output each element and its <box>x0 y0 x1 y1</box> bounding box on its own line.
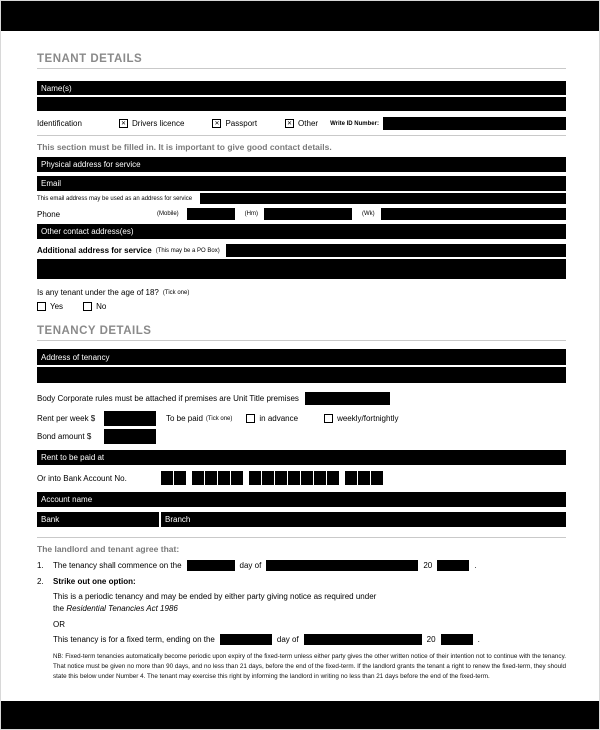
phone-label: Phone <box>37 209 61 219</box>
fixed-text: This tenancy is for a fixed term, ending on the <box>53 635 215 644</box>
no-checkbox[interactable] <box>83 302 92 311</box>
account-number-group <box>345 471 383 485</box>
commence-month-field[interactable] <box>266 560 418 571</box>
address-of-tenancy-field-line2[interactable] <box>37 367 566 383</box>
account-digit-box[interactable] <box>301 471 313 485</box>
commence-year-field[interactable] <box>437 560 469 571</box>
rent-tick-one: (Tick one) <box>205 415 233 422</box>
weekly-fortnightly-checkbox[interactable] <box>324 414 333 423</box>
additional-address-label: Additional address for service <box>37 246 152 255</box>
email-label: Email <box>41 179 62 188</box>
physical-address-field[interactable] <box>37 157 566 172</box>
agreement-divider <box>37 537 566 538</box>
account-digit-box[interactable] <box>358 471 370 485</box>
account-digit-box[interactable] <box>205 471 217 485</box>
agreement-item-1 <box>37 560 566 571</box>
item1-text: The tenancy shall commence on the <box>53 561 182 570</box>
bank-account-boxes <box>161 471 383 485</box>
nb-note: NB: Fixed-term tenancies automatically become periodic upon expiry of the fixed-term unless either party gives the other written notice of their intention not to continue with the tenancy. That notice must be given no more than 90 days, and no less than 21 days, before the end of the fixed-term. If the landlord grants the tenant a right to renew the fixed-term, they should state this below under Number 4. The tenant may exercise this right by informing the landlord in writing no less than 21 days before the end of the fixed-term. <box>53 653 566 680</box>
account-digit-box[interactable] <box>345 471 357 485</box>
bond-row <box>37 429 566 444</box>
physical-address-label: Physical address for service <box>41 160 141 169</box>
rent-per-week-label: Rent per week $ <box>37 414 96 423</box>
bank-account-row <box>37 471 566 485</box>
bond-amount-label: Bond amount $ <box>37 432 92 441</box>
other-id-checkbox[interactable] <box>285 119 294 128</box>
phone-home-label: (Hm) <box>244 211 258 217</box>
drivers-licence-label: Drivers licence <box>132 119 185 128</box>
account-digit-box[interactable] <box>288 471 300 485</box>
periodic-text-2: the <box>53 604 65 613</box>
item2-title: Strike out one option: <box>53 577 136 586</box>
tenant-details-heading: TENANT DETAILS <box>37 53 566 69</box>
additional-address-field[interactable] <box>226 244 566 257</box>
branch-label: Branch <box>165 515 191 524</box>
account-digit-box[interactable] <box>371 471 383 485</box>
yes-label: Yes <box>50 302 64 311</box>
names-field-line2[interactable] <box>37 97 566 111</box>
rent-to-be-paid-at-label: Rent to be paid at <box>41 453 105 462</box>
weekly-fortnightly-label: weekly/fortnightly <box>337 414 399 423</box>
account-digit-box[interactable] <box>327 471 339 485</box>
fixed-term-row <box>53 634 566 645</box>
address-of-tenancy-field[interactable] <box>37 349 566 365</box>
other-contact-field[interactable] <box>37 224 566 239</box>
account-number-group <box>192 471 243 485</box>
rent-row <box>37 411 566 426</box>
account-name-field[interactable] <box>37 492 566 507</box>
other-contact-label: Other contact address(es) <box>41 227 134 236</box>
under18-options-row <box>37 302 566 311</box>
passport-checkbox[interactable] <box>212 119 221 128</box>
section-note: This section must be filled in. It is important to give good contact details. <box>37 142 332 152</box>
passport-label: Passport <box>225 119 258 128</box>
item2-number: 2. <box>37 577 44 586</box>
checkbox-x-icon: ✕ <box>120 120 127 127</box>
email-extra-field[interactable] <box>200 193 566 204</box>
bond-amount-field[interactable] <box>104 429 156 444</box>
address-of-tenancy-label: Address of tenancy <box>41 352 110 362</box>
account-number-group <box>249 471 339 485</box>
account-digit-box[interactable] <box>314 471 326 485</box>
agreement-item-2 <box>37 577 566 586</box>
checkbox-x-icon: ✕ <box>287 120 293 127</box>
fixed-month-field[interactable] <box>304 634 422 645</box>
or-label: OR <box>53 620 65 629</box>
email-field[interactable] <box>37 176 566 191</box>
identification-row <box>37 117 566 136</box>
phone-mobile-label: (Mobile) <box>157 211 179 217</box>
yes-checkbox[interactable] <box>37 302 46 311</box>
account-digit-box[interactable] <box>249 471 261 485</box>
account-digit-box[interactable] <box>262 471 274 485</box>
phone-row <box>37 208 566 220</box>
item1-day-of: day of <box>239 561 262 570</box>
account-digit-box[interactable] <box>231 471 243 485</box>
fixed-period: . <box>477 635 480 644</box>
under18-tick-one: (Tick one) <box>162 289 190 296</box>
item1-number: 1. <box>37 561 44 570</box>
additional-address-row <box>37 244 566 257</box>
account-name-label: Account name <box>41 495 93 504</box>
form-content <box>37 31 566 681</box>
fixed-year-field[interactable] <box>441 634 473 645</box>
act-name: Residential Tenancies Act 1986 <box>66 604 178 613</box>
periodic-option-text <box>53 591 566 615</box>
in-advance-checkbox[interactable] <box>246 414 255 423</box>
account-digit-box[interactable] <box>275 471 287 485</box>
tenancy-details-heading: TENANCY DETAILS <box>37 325 566 341</box>
under18-question: Is any tenant under the age of 18? <box>37 288 159 297</box>
under18-question-row <box>37 288 566 297</box>
phone-home-field[interactable] <box>264 208 352 220</box>
body-corporate-note: Body Corporate rules must be attached if premises are Unit Title premises <box>37 394 299 403</box>
periodic-text: This is a periodic tenancy and may be ended by either party giving notice as required under <box>53 592 377 601</box>
commence-day-field[interactable] <box>187 560 235 571</box>
account-digit-box[interactable] <box>218 471 230 485</box>
account-digit-box[interactable] <box>174 471 186 485</box>
phone-mobile-field[interactable] <box>187 208 235 220</box>
fixed-day-of: day of <box>276 635 299 644</box>
other-id-label: Other <box>298 119 319 128</box>
body-corporate-row <box>37 392 566 405</box>
write-id-number-label: Write ID Number: <box>330 120 379 127</box>
bank-branch-field[interactable] <box>37 512 566 527</box>
account-digit-box[interactable] <box>192 471 204 485</box>
additional-address-field-line2[interactable] <box>37 259 566 279</box>
body-corporate-field[interactable] <box>305 392 390 405</box>
names-field[interactable] <box>37 81 566 95</box>
to-be-paid-label: To be paid <box>166 414 203 423</box>
in-advance-label: in advance <box>259 414 299 423</box>
agreement-heading: The landlord and tenant agree that: <box>37 544 180 554</box>
bank-account-label: Or into Bank Account No. <box>37 473 127 483</box>
id-number-field[interactable] <box>383 117 566 130</box>
phone-work-label: (Wk) <box>362 211 375 217</box>
drivers-licence-checkbox[interactable] <box>119 119 128 128</box>
account-number-group <box>161 471 186 485</box>
rent-amount-field[interactable] <box>104 411 156 426</box>
bank-label: Bank <box>41 515 60 524</box>
phone-work-field[interactable] <box>381 208 566 220</box>
names-label: Name(s) <box>41 83 72 93</box>
item1-period: . <box>474 561 477 570</box>
no-label: No <box>96 302 107 311</box>
item1-year-prefix: 20 <box>423 561 433 570</box>
top-border-bar <box>1 1 599 31</box>
email-note: This email address may be used as an address for service <box>37 195 193 202</box>
fixed-year-prefix: 20 <box>426 635 436 644</box>
additional-address-note: (This may be a PO Box) <box>155 247 220 254</box>
checkbox-x-icon: ✕ <box>214 120 220 127</box>
identification-label: Identification <box>37 119 82 128</box>
bottom-border-bar <box>1 701 599 729</box>
account-digit-box[interactable] <box>161 471 173 485</box>
rent-to-be-paid-at-field[interactable] <box>37 450 566 465</box>
email-note-row <box>37 193 566 204</box>
fixed-day-field[interactable] <box>220 634 272 645</box>
